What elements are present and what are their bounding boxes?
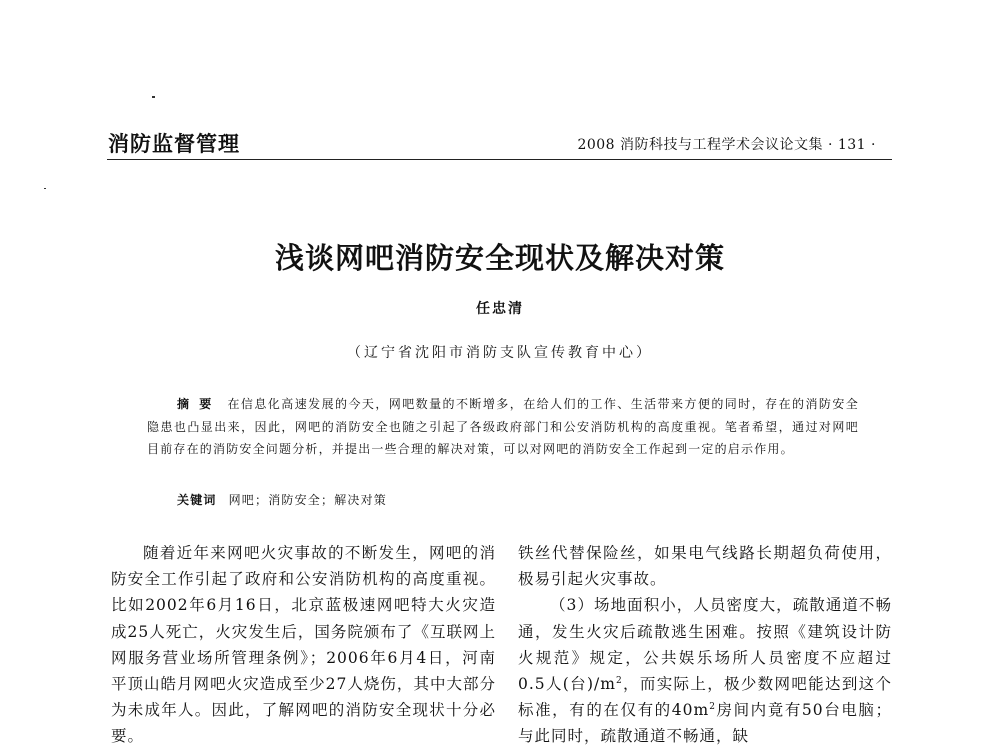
body-paragraph-continued: 铁丝代替保险丝，如果电气线路长期超负荷使用，极易引起火灾事故。 — [518, 544, 892, 589]
superscript: 2 — [709, 702, 716, 713]
running-title: 2008 消防科技与工程学术会议论文集 · 131 · — [577, 137, 876, 153]
keywords-text: 网吧；消防安全；解决对策 — [228, 493, 388, 507]
superscript: 2 — [615, 675, 623, 686]
header-rule — [107, 159, 892, 160]
scan-speck — [44, 188, 46, 189]
keywords-label: 关键词 — [177, 493, 217, 507]
paragraph-text: 房间内竟有50台电脑；与此同时，疏散通道不畅通，缺 — [518, 701, 892, 746]
body-right-column — [518, 540, 892, 750]
body-paragraph — [518, 592, 892, 749]
body-left-column — [111, 540, 496, 750]
keywords — [177, 491, 387, 508]
section-name: 消防监督管理 — [108, 132, 240, 156]
abstract-text: 在信息化高速发展的今天，网吧数量的不断增多，在给人们的工作、生活带来方便的同时，存在的消防安全隐患也凸显出来，因此，网吧的消防安全也随之引起了各级政府部门和公安消防机构的高度重视。笔者希望，通过对网吧目前存在的消防安全问题分析，并提出一些合理的解决对策，可以对网吧的消防安全工作起到一定的启示作用。 — [147, 397, 859, 456]
author-affiliation: （辽宁省沈阳市消防支队宣传教育中心） — [347, 345, 653, 361]
body-paragraph: 随着近年来网吧火灾事故的不断发生，网吧的消防安全工作引起了政府和公安消防机构的高度重视。比如2002年6月16日，北京蓝极速网吧特大火灾造成25人死亡，火灾发生后，国务院颁布了《互联网上网服务营业场所管理条例》；2006年6月4日，河南平顶山皓月网吧火灾造成至少27人烧伤，其中大部分为未成年人。因此，了解网吧的消防安全现状十分必要。 — [111, 544, 496, 746]
paragraph-text: （3）场地面积小，人员密度大，疏散通道不畅通，发生火灾后疏散逃生困难。按照《建筑设计防火规范》规定，公共娱乐场所人员密度不应超过0.5人(台)/m — [518, 596, 892, 694]
scan-speck — [152, 96, 155, 98]
abstract-label: 摘要 — [177, 397, 222, 411]
article-title: 浅谈网吧消防安全现状及解决对策 — [274, 241, 725, 275]
paragraph-text: ，而实际上，极少数网吧能达到这个标准，有的在仅有的40m — [518, 675, 892, 720]
abstract — [147, 393, 859, 461]
author-name: 任忠清 — [476, 301, 524, 317]
